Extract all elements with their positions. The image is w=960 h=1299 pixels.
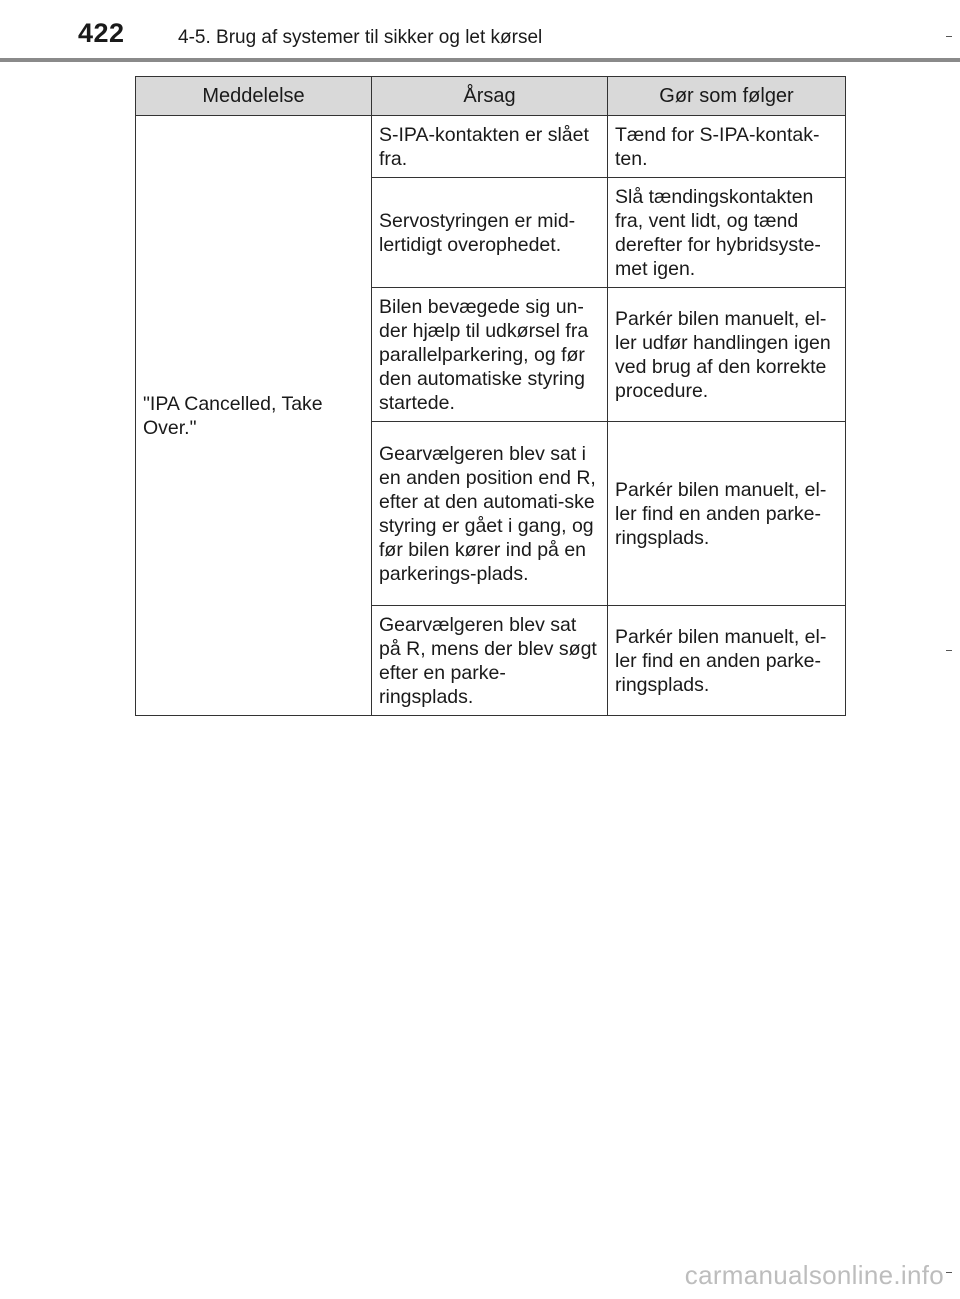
header-rule (0, 58, 960, 62)
message-table (135, 76, 846, 716)
table-row (136, 116, 846, 178)
cause-cell: Gearvælgeren blev sat på R, mens der blev søgt efter en parke-ringsplads. (372, 606, 608, 716)
page-header (0, 0, 960, 62)
margin-tick (946, 36, 952, 37)
cause-cell: Gearvælgeren blev sat i en anden position end R, efter at den automati-ske styring er gået i gang, og før bilen kører ind på en parkerings-plads. (372, 422, 608, 606)
action-cell: Tænd for S-IPA-kontak-ten. (608, 116, 846, 178)
margin-tick (946, 650, 952, 651)
page-number: 422 (78, 18, 125, 48)
watermark: carmanualsonline.info (684, 1260, 944, 1290)
cause-cell: Bilen bevægede sig un-der hjælp til udkørsel fra parallelparkering, og før den automatiske styring startede. (372, 288, 608, 422)
cause-cell: Servostyringen er mid-lertidigt overophedet. (372, 178, 608, 288)
column-header-message: Meddelelse (136, 77, 372, 116)
margin-tick (946, 1272, 952, 1273)
action-cell: Parkér bilen manuelt, el-ler udfør handlingen igen ved brug af den korrekte procedure. (608, 288, 846, 422)
table-header-row (136, 77, 846, 116)
action-cell: Parkér bilen manuelt, el-ler find en anden parke-ringsplads. (608, 606, 846, 716)
action-cell: Parkér bilen manuelt, el-ler find en anden parke-ringsplads. (608, 422, 846, 606)
section-title: 4-5. Brug af systemer til sikker og let kørsel (178, 27, 543, 48)
message-cell: "IPA Cancelled, Take Over." (136, 116, 372, 716)
column-header-cause: Årsag (372, 77, 608, 116)
action-cell: Slå tændingskontakten fra, vent lidt, og tænd derefter for hybridsyste-met igen. (608, 178, 846, 288)
column-header-action: Gør som følger (608, 77, 846, 116)
cause-cell: S-IPA-kontakten er slået fra. (372, 116, 608, 178)
